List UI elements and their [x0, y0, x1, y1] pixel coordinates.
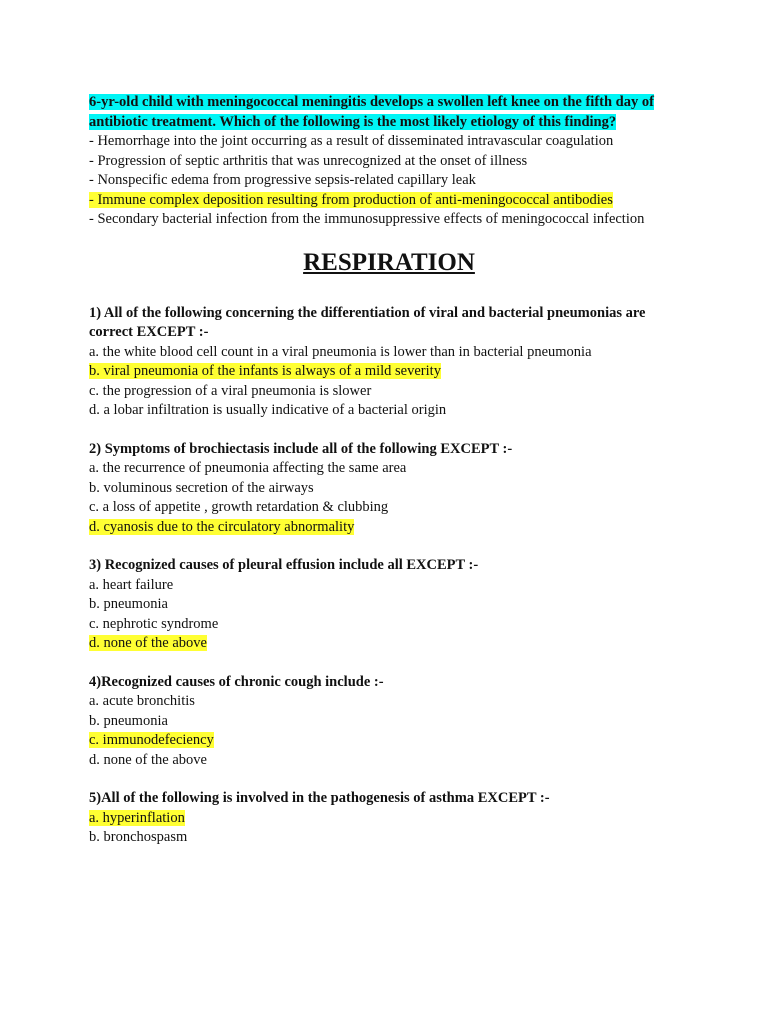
option-text: d. none of the above [89, 635, 207, 651]
question-stem: 5)All of the following is involved in the pathogenesis of asthma EXCEPT :- [89, 790, 550, 806]
document-content [89, 93, 689, 867]
question-block [89, 789, 689, 848]
option-text: c. nephrotic syndrome [89, 615, 219, 632]
option-text: b. pneumonia [89, 596, 168, 612]
intro-option-list [89, 132, 689, 230]
intro-option-text: - Hemorrhage into the joint occurring as a result of disseminated intravascular coagulation [89, 133, 614, 149]
question-option [89, 498, 689, 518]
question-option-answer [89, 634, 689, 654]
question-stem: 3) Recognized causes of pleural effusion include all EXCEPT :- [89, 557, 479, 573]
intro-option [89, 171, 689, 191]
option-text: b. viral pneumonia of the infants is always of a mild severity [89, 363, 441, 379]
question-option [89, 479, 689, 499]
option-text: a. the white blood cell count in a viral pneumonia is lower than in bacterial pneumonia [89, 343, 592, 360]
question-option-answer [89, 362, 689, 382]
question-block [89, 304, 689, 421]
question-block [89, 440, 689, 538]
question-option [89, 595, 689, 615]
question-stem: 4)Recognized causes of chronic cough include :- [89, 673, 384, 690]
option-text: b. pneumonia [89, 712, 168, 729]
intro-option-text: - Secondary bacterial infection from the immunosuppressive effects of meningococcal infection [89, 211, 645, 227]
question-option-answer [89, 809, 689, 829]
question-option [89, 576, 689, 596]
option-text: b. bronchospasm [89, 829, 188, 845]
option-text: c. the progression of a viral pneumonia is slower [89, 382, 372, 399]
question-stem: 1) All of the following concerning the differentiation of viral and bacterial pneumonias are correct EXCEPT :- [89, 304, 646, 340]
question-option [89, 615, 689, 635]
intro-option [89, 132, 689, 152]
intro-question-stem [89, 93, 689, 132]
option-text: c. immunodefeciency [89, 732, 214, 748]
option-text: c. a loss of appetite , growth retardation & clubbing [89, 499, 389, 515]
intro-option-answer [89, 191, 689, 211]
intro-option-text: - Nonspecific edema from progressive sepsis-related capillary leak [89, 172, 476, 188]
intro-option-text: - Immune complex deposition resulting from production of anti-meningococcal antibodies [89, 191, 613, 208]
question-block [89, 673, 689, 771]
intro-option [89, 210, 689, 230]
question-option [89, 401, 689, 421]
question-option [89, 828, 689, 848]
option-text: a. heart failure [89, 576, 174, 593]
option-text: a. acute bronchitis [89, 693, 195, 709]
intro-option [89, 152, 689, 172]
option-text: a. hyperinflation [89, 809, 185, 826]
option-text: d. cyanosis due to the circulatory abnormality [89, 518, 355, 535]
intro-question-text: 6-yr-old child with meningococcal meningitis develops a swollen left knee on the fifth day of antibiotic treatment. Which of the following is the most likely etiology of this finding? [89, 94, 654, 130]
section-title: RESPIRATION [303, 248, 475, 276]
question-option [89, 382, 689, 402]
option-text: d. none of the above [89, 751, 207, 768]
option-text: d. a lobar infiltration is usually indicative of a bacterial origin [89, 402, 447, 418]
question-block [89, 556, 689, 654]
question-option [89, 712, 689, 732]
question-option-answer [89, 731, 689, 751]
question-option-answer [89, 518, 689, 538]
question-option [89, 692, 689, 712]
intro-question-block [89, 93, 689, 230]
question-stem: 2) Symptoms of brochiectasis include all of the following EXCEPT :- [89, 440, 513, 457]
question-option [89, 751, 689, 771]
option-text: b. voluminous secretion of the airways [89, 479, 314, 496]
question-option [89, 343, 689, 363]
intro-option-text: - Progression of septic arthritis that was unrecognized at the onset of illness [89, 152, 528, 169]
question-option [89, 459, 689, 479]
option-text: a. the recurrence of pneumonia affecting the same area [89, 460, 407, 476]
